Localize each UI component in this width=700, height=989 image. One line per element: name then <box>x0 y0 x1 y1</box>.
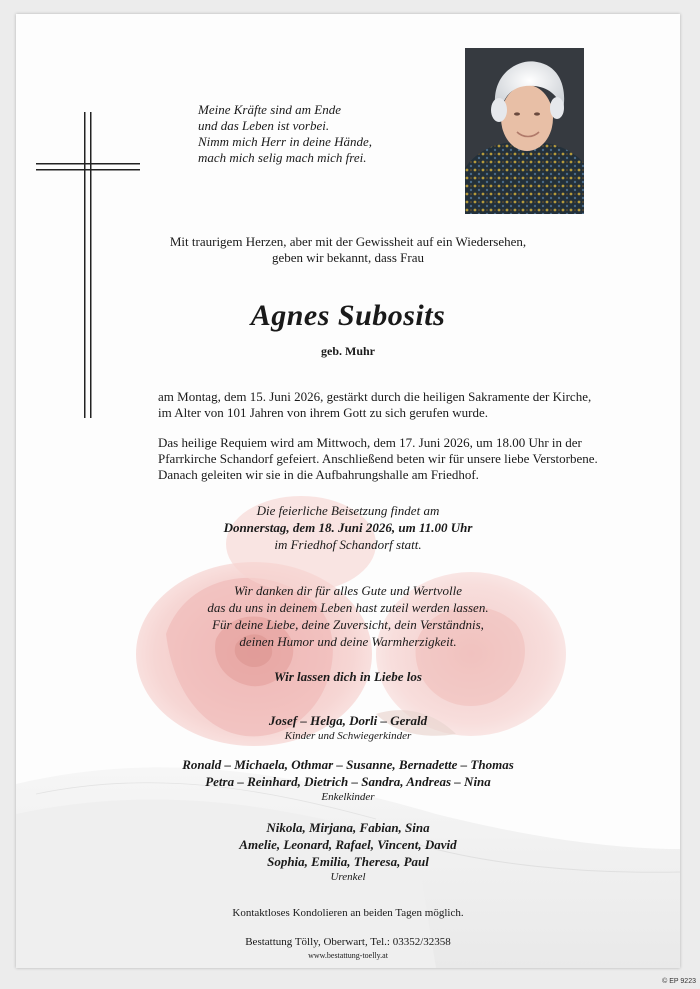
maiden-name: geb. Muhr <box>321 344 375 358</box>
family-great-grandchildren <box>16 819 680 885</box>
thanks-text <box>16 582 680 650</box>
burial-notice <box>16 502 680 553</box>
farewell-line: Wir lassen dich in Liebe los <box>274 669 422 684</box>
family-relation: Kinder und Schwiegerkinder <box>284 730 412 742</box>
burial-line: Die feierliche Beisetzung findet am <box>256 503 440 518</box>
family-names: Nikola, Mirjana, Fabian, Sina <box>266 820 430 835</box>
requiem-notice <box>158 435 638 483</box>
requiem-line: Pfarrkirche Schandorf gefeiert. Anschließend beten wir für unsere liebe Verstorbene. <box>158 451 598 466</box>
thanks-line: Für deine Liebe, deine Zuversicht, dein Verständnis, <box>212 617 484 632</box>
requiem-line: Das heilige Requiem wird am Mittwoch, dem 17. Juni 2026, um 18.00 Uhr in der <box>158 435 582 450</box>
burial-line: im Friedhof Schandorf statt. <box>274 537 422 552</box>
poem-line: und das Leben ist vorbei. <box>198 118 330 133</box>
family-names: Ronald – Michaela, Othmar – Susanne, Bernadette – Thomas <box>182 757 514 772</box>
intro-line: geben wir bekannt, dass Frau <box>272 250 424 265</box>
family-children <box>16 712 680 744</box>
death-notice <box>158 389 638 421</box>
family-relation: Enkelkinder <box>321 791 375 803</box>
funeral-home: Bestattung Tölly, Oberwart, Tel.: 03352/32358 <box>245 936 451 948</box>
deceased-name: Agnes Subosits <box>250 299 446 332</box>
burial-date: Donnerstag, dem 18. Juni 2026, um 11.00 Uhr <box>223 520 473 535</box>
intro-text <box>16 234 680 266</box>
family-names: Sophia, Emilia, Theresa, Paul <box>267 854 429 869</box>
poem-line: Meine Kräfte sind am Ende <box>198 102 341 117</box>
intro-line: Mit traurigem Herzen, aber mit der Gewissheit auf ein Wiedersehen, <box>169 234 527 249</box>
family-grandchildren <box>16 756 680 805</box>
poem <box>198 102 438 166</box>
death-notice-line: im Alter von 101 Jahren von ihrem Gott zu sich gerufen wurde. <box>158 405 488 420</box>
thanks-line: Wir danken dir für alles Gute und Wertvolle <box>233 583 463 598</box>
family-names: Petra – Reinhard, Dietrich – Sandra, Andreas – Nina <box>205 774 491 789</box>
family-relation: Urenkel <box>330 871 366 883</box>
requiem-line: Danach geleiten wir sie in die Aufbahrungshalle am Friedhof. <box>158 467 479 482</box>
death-notice-line: am Montag, dem 15. Juni 2026, gestärkt durch die heiligen Sakramente der Kirche, <box>158 389 592 404</box>
funeral-home-website[interactable]: www.bestattung-toelly.at <box>308 951 388 960</box>
portrait-photo <box>465 48 584 214</box>
contact-note: Kontaktloses Kondolieren an beiden Tagen möglich. <box>232 907 464 919</box>
family-names: Amelie, Leonard, Rafael, Vincent, David <box>239 837 457 852</box>
document-code: © EP 9223 <box>662 978 696 985</box>
poem-line: Nimm mich Herr in deine Hände, <box>198 134 373 149</box>
thanks-line: das du uns in deinem Leben hast zuteil werden lassen. <box>207 600 489 615</box>
thanks-line: deinen Humor und deine Warmherzigkeit. <box>239 634 457 649</box>
poem-line: mach mich selig mach mich frei. <box>198 150 367 165</box>
family-names: Josef – Helga, Dorli – Gerald <box>268 713 428 728</box>
obituary-sheet <box>16 14 680 968</box>
